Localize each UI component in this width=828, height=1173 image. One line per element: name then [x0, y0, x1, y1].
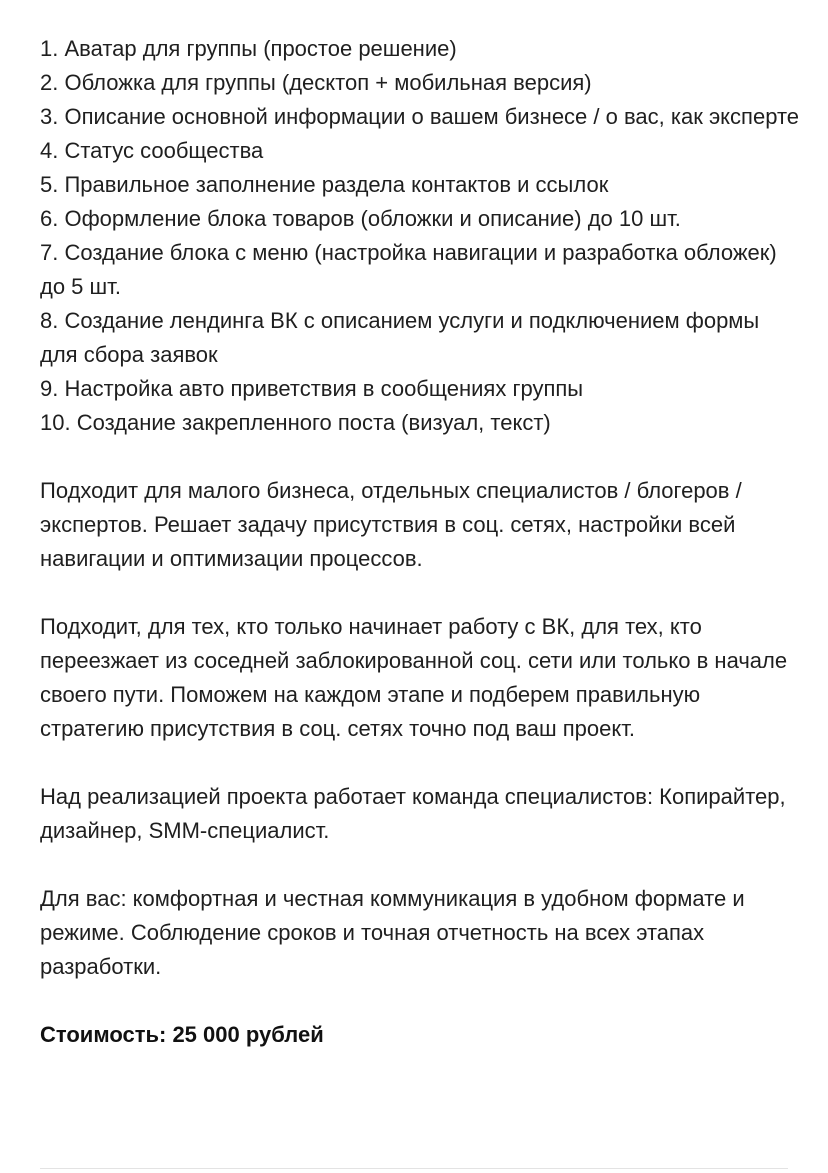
list-item: 5. Правильное заполнение раздела контактов и ссылок [40, 172, 609, 197]
list-item: 7. Создание блока с меню (настройка навигации и разработка обложек) до 5 шт. [40, 240, 777, 299]
list-item: 8. Создание лендинга ВК с описанием услуги и подключением формы для сбора заявок [40, 308, 760, 367]
list-item: 10. Создание закрепленного поста (визуал, текст) [40, 410, 551, 435]
services-list [40, 32, 800, 440]
list-item: 1. Аватар для группы (простое решение) [40, 36, 457, 61]
team-paragraph: Над реализацией проекта работает команда специалистов: Копирайтер, дизайнер, SMM-специалист. [40, 784, 786, 843]
spacer [40, 984, 800, 1018]
spacer [40, 440, 800, 474]
list-item: 6. Оформление блока товаров (обложки и описание) до 10 шт. [40, 206, 681, 231]
audience-paragraph: Подходит для малого бизнеса, отдельных специалистов / блогеров / экспертов. Решает задачу присутствия в соц. сетях, настройки всей навигации и оптимизации процессов. [40, 478, 742, 571]
list-item: 2. Обложка для группы (десктоп + мобильная версия) [40, 70, 592, 95]
divider [40, 1168, 788, 1169]
list-item: 4. Статус сообщества [40, 138, 264, 163]
list-item: 9. Настройка авто приветствия в сообщениях группы [40, 376, 584, 401]
benefits-paragraph: Для вас: комфортная и честная коммуникация в удобном формате и режиме. Соблюдение сроков и точная отчетность на всех этапах разработки. [40, 886, 745, 979]
spacer [40, 576, 800, 610]
price-label: Стоимость: 25 000 рублей [40, 1022, 324, 1047]
service-description [40, 32, 800, 1052]
spacer [40, 746, 800, 780]
spacer [40, 848, 800, 882]
beginners-paragraph: Подходит, для тех, кто только начинает работу с ВК, для тех, кто переезжает из соседней заблокированной соц. сети или только в начале своего пути. Поможем на каждом этапе и подберем правильную стратегию присутствия в соц. сетях точно под ваш проект. [40, 614, 788, 741]
list-item: 3. Описание основной информации о вашем бизнесе / о вас, как эксперте [40, 104, 800, 129]
